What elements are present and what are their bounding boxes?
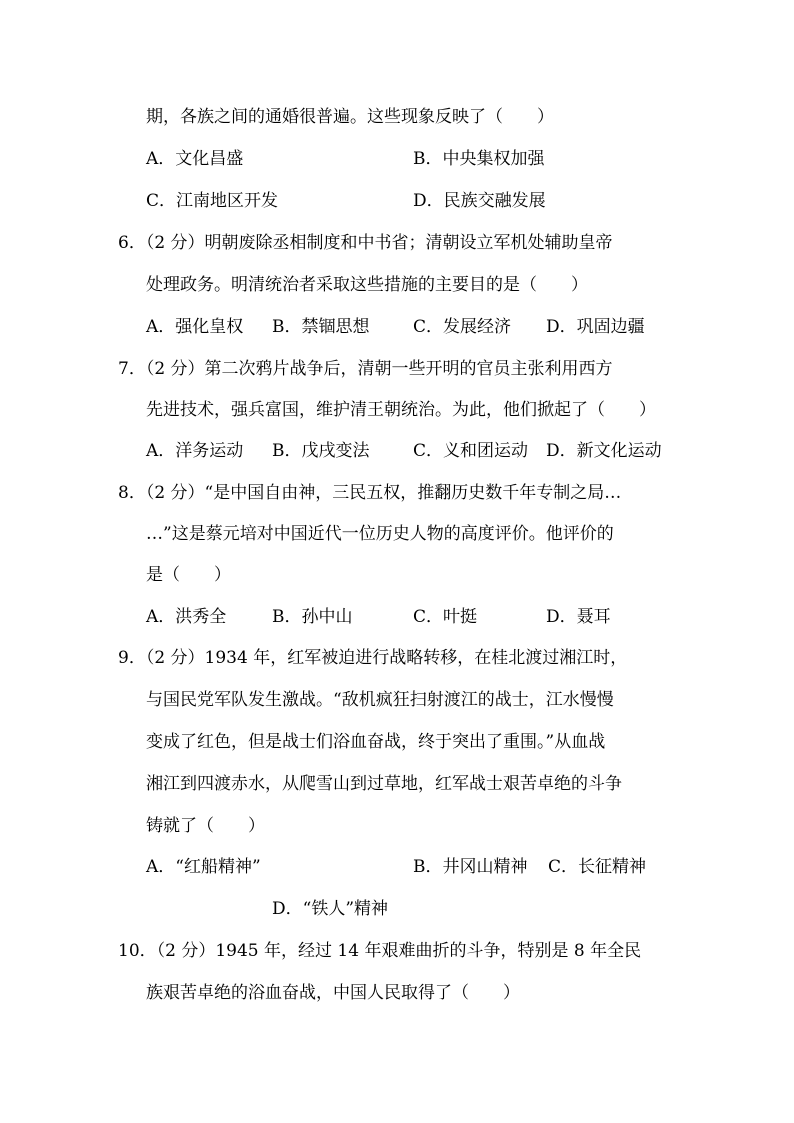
q8-option-b: B．孙中山 [272,607,353,627]
q7-option-c: C．义和团运动 [413,441,529,461]
q8-stem-line-1: 8．（2 分）“是中国自由神，三民五权，推翻历史数千年专制之局… [118,483,622,503]
q7-stem-line-2: 先进技术，强兵富国，维护清王朝统治。为此，他们掀起了（ ） [146,400,656,420]
q9-option-b: B．井冈山精神 [413,857,528,877]
q8-option-a: A．洪秀全 [146,607,227,627]
q5-stem-line: 期，各族之间的通婚很普遍。这些现象反映了（ ） [146,107,554,127]
q5-option-c: C．江南地区开发 [146,191,279,211]
q9-stem-line-1: 9．（2 分）1934 年，红军被迫进行战略转移，在桂北渡过湘江时， [118,648,628,668]
q6-stem-line-2: 处理政务。明清统治者采取这些措施的主要目的是（ ） [146,275,588,295]
q9-option-d: D．“铁人”精神 [272,899,389,919]
q6-option-b: B．禁锢思想 [272,317,370,337]
q9-stem-line-3: 变成了红色，但是战士们浴血奋战，终于突出了重围。”从血战 [146,732,606,752]
q5-option-b: B．中央集权加强 [413,149,545,169]
q8-option-d: D．聂耳 [546,607,611,627]
q10-stem-line-1: 10．（2 分）1945 年，经过 14 年艰难曲折的斗争，特别是 8 年全民 [118,941,642,961]
q9-option-c: C．长征精神 [548,857,647,877]
q5-option-a: A．文化昌盛 [146,149,244,169]
q7-option-d: D．新文化运动 [546,441,662,461]
q6-option-d: D．巩固边疆 [546,317,645,337]
q8-stem-line-2: …”这是蔡元培对中国近代一位历史人物的高度评价。他评价的 [146,524,614,544]
q9-stem-line-5: 铸就了（ ） [146,816,265,836]
q10-stem-line-2: 族艰苦卓绝的浴血奋战，中国人民取得了（ ） [146,983,520,1003]
q9-stem-line-4: 湘江到四渡赤水，从爬雪山到过草地，红军战士艰苦卓绝的斗争 [146,774,622,794]
q6-option-c: C．发展经济 [413,317,512,337]
q8-option-c: C．叶挺 [413,607,478,627]
q7-stem-line-1: 7．（2 分）第二次鸦片战争后，清朝一些开明的官员主张利用西方 [118,359,613,379]
q9-option-a: A．“红船精神” [146,857,261,877]
q8-stem-line-3: 是（ ） [146,565,231,585]
q6-stem-line-1: 6．（2 分）明朝废除丞相制度和中书省；清朝设立军机处辅助皇帝 [118,233,613,253]
q5-option-d: D．民族交融发展 [413,191,546,211]
q9-stem-line-2: 与国民党军队发生激战。“敌机疯狂扫射渡江的战士，江水慢慢 [146,690,614,710]
q7-option-a: A．洋务运动 [146,441,244,461]
q7-option-b: B．戊戌变法 [272,441,370,461]
q6-option-a: A．强化皇权 [146,317,244,337]
